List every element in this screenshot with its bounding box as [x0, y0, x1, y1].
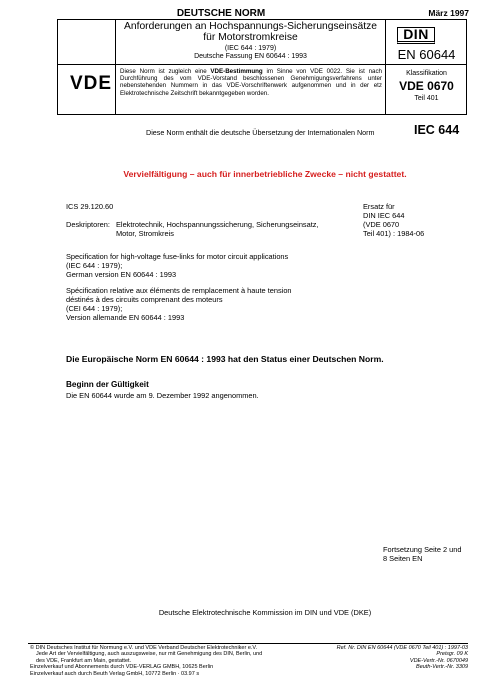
- vde-logo: VDE: [69, 73, 113, 94]
- descriptors-values: [116, 221, 319, 239]
- french-line-4: Version allemande EN 60644 : 1993: [66, 312, 185, 322]
- title-block: [116, 21, 385, 61]
- footer-right-line-3: VDE-Vertr.-Nr. 0670049: [409, 657, 468, 664]
- document-type: DEUTSCHE NORM: [176, 8, 266, 19]
- footer-left-line-3: des VDE, Frankfurt am Main, gestattet.: [36, 657, 132, 664]
- publication-date: März 1997: [428, 8, 469, 18]
- classification-label: Klassifikation: [406, 70, 447, 77]
- french-line-2: déstinés à des circuits comprenant des moteurs: [66, 294, 223, 304]
- footer-right-line-1: Ref. Nr. DIN EN 60644 (VDE 0670 Teil 401) : 1997-03: [336, 645, 468, 651]
- english-line-1: Specification for high-voltage fuse-links for motor circuit applications: [66, 252, 289, 261]
- descriptors-line-2: Motor, Stromkreis: [116, 228, 174, 238]
- footer-right-line-4: Beuth-Vertr.-Nr. 3309: [416, 664, 468, 671]
- title-line-1: Anforderungen an Hochspannungs-Sicherungseinsätze: [123, 21, 378, 32]
- validity-text: Die EN 60644 wurde am 9. Dezember 1992 angenommen.: [66, 391, 259, 400]
- footer-left-line-2: Jede Art der Vervielfältigung, auch auszugsweise, nur mit Genehmigung des DIN, Berlin, und: [36, 651, 263, 658]
- footer-left-line-4: Einzelverkauf und Abonnements durch VDE-VERLAG GMBH, 10625 Berlin: [30, 664, 214, 671]
- din-logo: DIN: [397, 27, 435, 44]
- classification-number: VDE 0670: [399, 79, 454, 93]
- footer-divider: [28, 643, 468, 644]
- continuation-line-2: 8 Seiten EN: [383, 553, 423, 563]
- classification-part: Teil 401: [414, 95, 439, 102]
- classification-block: [386, 69, 467, 103]
- vde-statement-rest: im Sinne von VDE 0022. Sie ist nach Durchführung des vom VDE-Vorstand beschlossenen Genehmigungsverfahrens unter nebenstehenden Nummern in das VDE-Vorschriftenwerk aufgenommen und in der etz Elektrotechnische Zeitschrift bekanntgegeben worden.: [120, 68, 382, 97]
- german-version: Deutsche Fassung EN 60644 : 1993: [194, 53, 307, 60]
- header-divider: [57, 64, 467, 65]
- english-title: [66, 253, 288, 280]
- iec-reference: (IEC 644 : 1979): [224, 45, 277, 52]
- french-title: [66, 287, 292, 323]
- descriptors-label: Deskriptoren:: [66, 220, 110, 229]
- translation-note: Diese Norm enthält die deutsche Übersetzung der Internationalen Norm: [146, 128, 375, 137]
- continuation-line-1: Fortsetzung Seite 2 und: [383, 545, 462, 554]
- replacement-line-1: Ersatz für: [363, 202, 395, 211]
- validity-heading: Beginn der Gültigkeit: [66, 380, 149, 389]
- replacement-block: [363, 203, 424, 239]
- footer-right: [337, 645, 468, 671]
- english-line-2: (IEC 644 : 1979);: [66, 260, 123, 270]
- replacement-line-3: (VDE 0670: [363, 219, 400, 229]
- replacement-line-2: DIN IEC 644: [363, 210, 405, 220]
- french-line-1: Spécification relative aux éléments de remplacement à haute tension: [66, 286, 292, 295]
- iec-number: IEC 644: [414, 123, 460, 137]
- english-line-3: German version EN 60644 : 1993: [66, 269, 177, 279]
- footer-right-line-2: Preisgr. 09 K: [436, 651, 468, 658]
- french-line-3: (CEI 644 : 1979);: [66, 303, 123, 313]
- descriptors-line-1: Elektrotechnik, Hochspannungssicherung, Sicherungseinsatz,: [116, 220, 319, 229]
- commission: Deutsche Elektrotechnische Kommission im DIN und VDE (DKE): [158, 608, 372, 617]
- footer-left-line-1: © DIN Deutsches Institut für Normung e.V. und VDE Verband Deutscher Elektrotechniker e.V.: [30, 645, 258, 651]
- vde-statement-prefix: Diese Norm ist zugleich eine: [120, 68, 211, 75]
- continuation-note: [383, 546, 461, 564]
- vde-statement-bold: VDE-Bestimmung: [210, 68, 263, 75]
- title-line-2: für Motorstromkreise: [203, 32, 298, 43]
- status-statement: Die Europäische Norm EN 60644 : 1993 hat den Status einer Deutschen Norm.: [66, 354, 384, 364]
- ics-code: ICS 29.120.60: [66, 202, 114, 211]
- din-standard-number: EN 60644: [397, 47, 456, 62]
- footer-left-line-5: Einzelverkauf auch durch Beuth Verlag GmbH, 10772 Berlin · 03.97 s: [30, 670, 200, 677]
- vde-statement: [120, 68, 382, 97]
- replacement-line-4: Teil 401) : 1984-06: [363, 228, 425, 238]
- footer-left: [30, 645, 262, 677]
- reproduction-notice: Vervielfältigung – auch für innerbetriebliche Zwecke – nicht gestattet.: [123, 169, 407, 179]
